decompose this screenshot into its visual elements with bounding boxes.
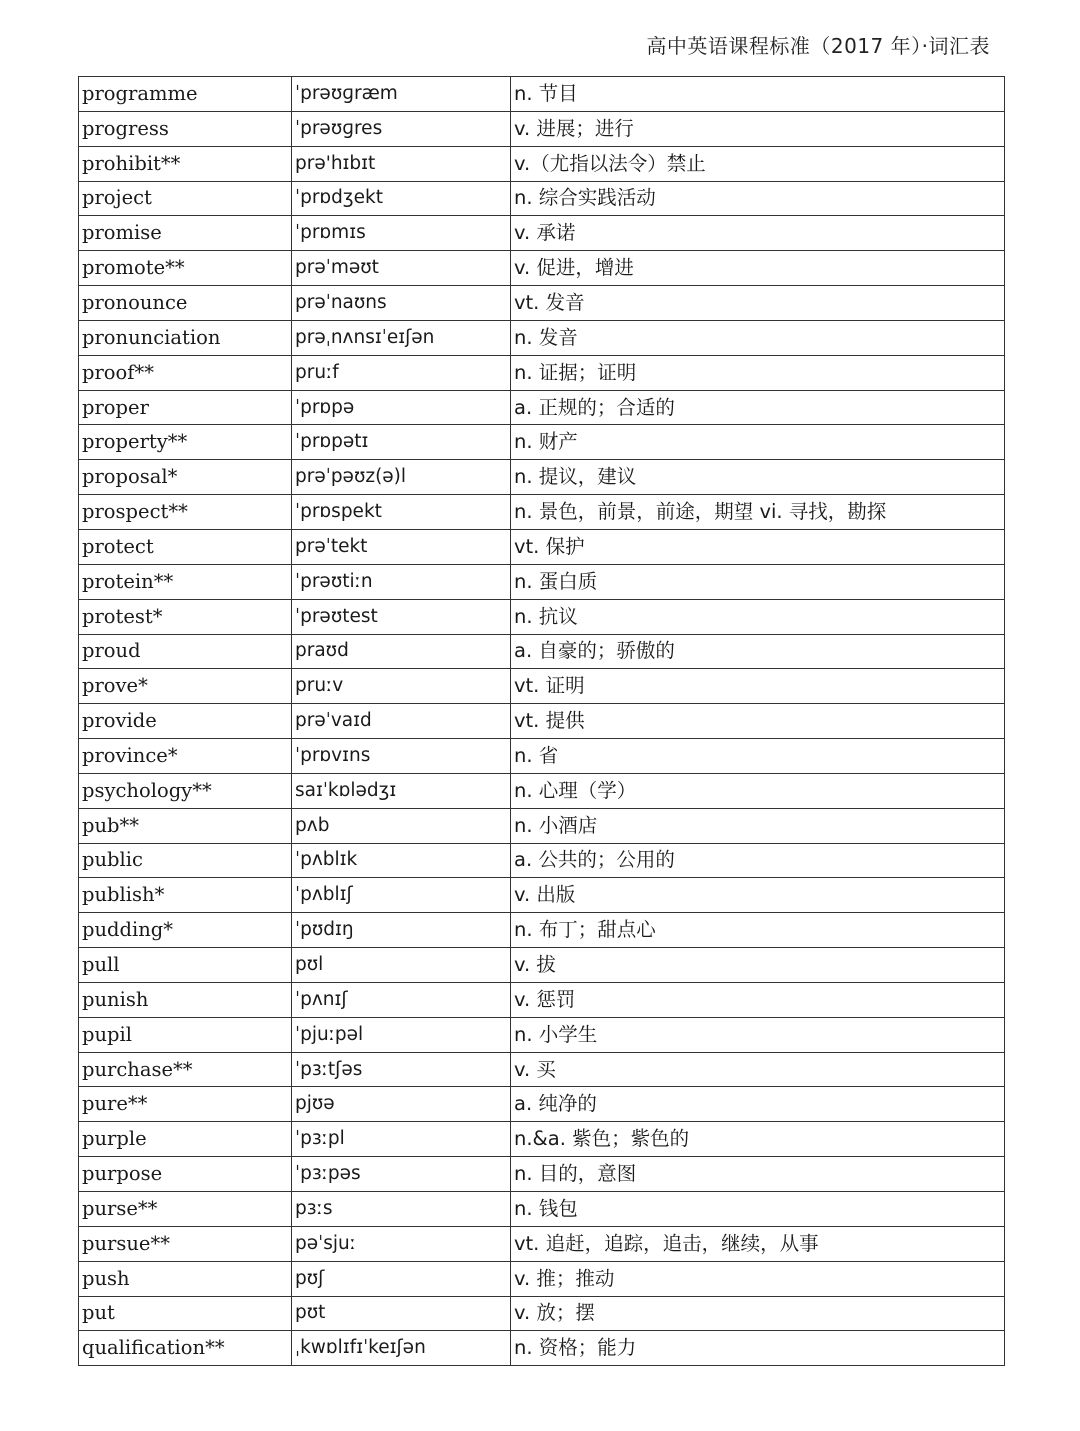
table-row <box>79 1052 1005 1087</box>
definition-cell: n. 提议，建议 <box>511 460 1005 495</box>
word-cell: proper <box>79 390 292 425</box>
phonetic-cell: prəˈtekt <box>292 529 511 564</box>
word-cell: pull <box>79 948 292 983</box>
phonetic-cell: ˈprəʊtiːn <box>292 564 511 599</box>
phonetic-cell: prəˈvaɪd <box>292 704 511 739</box>
word-cell: qualification** <box>79 1331 292 1366</box>
definition-cell: v. 出版 <box>511 878 1005 913</box>
definition-cell: v. 拔 <box>511 948 1005 983</box>
definition-cell: n. 财产 <box>511 425 1005 460</box>
definition-cell: v.（尤指以法令）禁止 <box>511 146 1005 181</box>
table-row <box>79 286 1005 321</box>
word-cell: promote** <box>79 251 292 286</box>
table-row <box>79 1296 1005 1331</box>
vocabulary-table-body <box>79 77 1005 1366</box>
word-cell: pure** <box>79 1087 292 1122</box>
definition-cell: a. 正规的；合适的 <box>511 390 1005 425</box>
table-row <box>79 355 1005 390</box>
definition-cell: n. 综合实践活动 <box>511 181 1005 216</box>
definition-cell: v. 买 <box>511 1052 1005 1087</box>
table-row <box>79 1122 1005 1157</box>
word-cell: protect <box>79 529 292 564</box>
word-cell: province* <box>79 739 292 774</box>
table-row <box>79 878 1005 913</box>
phonetic-cell: praʊd <box>292 634 511 669</box>
definition-cell: n. 钱包 <box>511 1192 1005 1227</box>
word-cell: publish* <box>79 878 292 913</box>
word-cell: put <box>79 1296 292 1331</box>
word-cell: prospect** <box>79 495 292 530</box>
definition-cell: n. 小酒店 <box>511 808 1005 843</box>
phonetic-cell: ˈpʌblɪk <box>292 843 511 878</box>
definition-cell: v. 放；摆 <box>511 1296 1005 1331</box>
table-row <box>79 320 1005 355</box>
definition-cell: n. 景色，前景，前途，期望 vi. 寻找，勘探 <box>511 495 1005 530</box>
phonetic-cell: pʊt <box>292 1296 511 1331</box>
word-cell: proud <box>79 634 292 669</box>
definition-cell: v. 促进，增进 <box>511 251 1005 286</box>
table-row <box>79 843 1005 878</box>
phonetic-cell: ˈpɜːpl <box>292 1122 511 1157</box>
word-cell: pronounce <box>79 286 292 321</box>
table-row <box>79 111 1005 146</box>
word-cell: punish <box>79 982 292 1017</box>
table-row <box>79 1017 1005 1052</box>
word-cell: pupil <box>79 1017 292 1052</box>
table-row <box>79 216 1005 251</box>
word-cell: pudding* <box>79 913 292 948</box>
table-row <box>79 1087 1005 1122</box>
definition-cell: n. 证据；证明 <box>511 355 1005 390</box>
phonetic-cell: ˈprɒdʒekt <box>292 181 511 216</box>
table-row <box>79 77 1005 112</box>
word-cell: purse** <box>79 1192 292 1227</box>
phonetic-cell: ˈprɒvɪns <box>292 739 511 774</box>
table-row <box>79 460 1005 495</box>
phonetic-cell: ˈpjuːpəl <box>292 1017 511 1052</box>
table-row <box>79 1226 1005 1261</box>
definition-cell: vt. 追赶，追踪，追击，继续，从事 <box>511 1226 1005 1261</box>
phonetic-cell: ˈprɒspekt <box>292 495 511 530</box>
table-row <box>79 599 1005 634</box>
table-row <box>79 948 1005 983</box>
table-row <box>79 564 1005 599</box>
table-row <box>79 251 1005 286</box>
definition-cell: n. 发音 <box>511 320 1005 355</box>
phonetic-cell: prə'hɪbɪt <box>292 146 511 181</box>
definition-cell: n. 小学生 <box>511 1017 1005 1052</box>
definition-cell: a. 公共的；公用的 <box>511 843 1005 878</box>
definition-cell: n. 省 <box>511 739 1005 774</box>
table-row <box>79 425 1005 460</box>
word-cell: prohibit** <box>79 146 292 181</box>
page-header-title: 高中英语课程标准（2017 年）·词汇表 <box>646 34 990 58</box>
table-row <box>79 704 1005 739</box>
phonetic-cell: ˈpɜːpəs <box>292 1157 511 1192</box>
word-cell: progress <box>79 111 292 146</box>
word-cell: pub** <box>79 808 292 843</box>
word-cell: promise <box>79 216 292 251</box>
definition-cell: n. 资格；能力 <box>511 1331 1005 1366</box>
word-cell: protein** <box>79 564 292 599</box>
definition-cell: n. 抗议 <box>511 599 1005 634</box>
definition-cell: n. 布丁；甜点心 <box>511 913 1005 948</box>
phonetic-cell: ˈprɒpətɪ <box>292 425 511 460</box>
table-row <box>79 808 1005 843</box>
phonetic-cell: ˈprɒpə <box>292 390 511 425</box>
phonetic-cell: prəˈpəʊz(ə)l <box>292 460 511 495</box>
vocabulary-table <box>78 76 1005 1366</box>
word-cell: prove* <box>79 669 292 704</box>
table-row <box>79 982 1005 1017</box>
table-row <box>79 773 1005 808</box>
word-cell: psychology** <box>79 773 292 808</box>
phonetic-cell: ˈpʌnɪʃ <box>292 982 511 1017</box>
word-cell: property** <box>79 425 292 460</box>
table-row <box>79 913 1005 948</box>
table-row <box>79 739 1005 774</box>
phonetic-cell: prəˌnʌnsɪˈeɪʃən <box>292 320 511 355</box>
definition-cell: a. 自豪的；骄傲的 <box>511 634 1005 669</box>
table-row <box>79 390 1005 425</box>
phonetic-cell: pʊʃ <box>292 1261 511 1296</box>
phonetic-cell: ˈprɒmɪs <box>292 216 511 251</box>
definition-cell: v. 惩罚 <box>511 982 1005 1017</box>
word-cell: purchase** <box>79 1052 292 1087</box>
word-cell: push <box>79 1261 292 1296</box>
definition-cell: v. 进展；进行 <box>511 111 1005 146</box>
definition-cell: vt. 提供 <box>511 704 1005 739</box>
phonetic-cell: pʌb <box>292 808 511 843</box>
phonetic-cell: pjʊə <box>292 1087 511 1122</box>
phonetic-cell: ˈpʊdɪŋ <box>292 913 511 948</box>
table-row <box>79 146 1005 181</box>
definition-cell: vt. 发音 <box>511 286 1005 321</box>
phonetic-cell: prəˈməʊt <box>292 251 511 286</box>
word-cell: pronunciation <box>79 320 292 355</box>
word-cell: proposal* <box>79 460 292 495</box>
word-cell: pursue** <box>79 1226 292 1261</box>
word-cell: purpose <box>79 1157 292 1192</box>
word-cell: programme <box>79 77 292 112</box>
word-cell: provide <box>79 704 292 739</box>
phonetic-cell: ˈprəʊɡræm <box>292 77 511 112</box>
definition-cell: a. 纯净的 <box>511 1087 1005 1122</box>
word-cell: public <box>79 843 292 878</box>
word-cell: proof** <box>79 355 292 390</box>
definition-cell: n. 目的，意图 <box>511 1157 1005 1192</box>
table-row <box>79 495 1005 530</box>
table-row <box>79 669 1005 704</box>
definition-cell: n. 心理（学） <box>511 773 1005 808</box>
phonetic-cell: saɪˈkɒlədʒɪ <box>292 773 511 808</box>
table-row <box>79 634 1005 669</box>
phonetic-cell: pruːv <box>292 669 511 704</box>
definition-cell: v. 承诺 <box>511 216 1005 251</box>
definition-cell: n. 蛋白质 <box>511 564 1005 599</box>
definition-cell: vt. 证明 <box>511 669 1005 704</box>
phonetic-cell: pʊl <box>292 948 511 983</box>
phonetic-cell: ˈprəʊɡres <box>292 111 511 146</box>
table-row <box>79 1261 1005 1296</box>
definition-cell: n.&a. 紫色；紫色的 <box>511 1122 1005 1157</box>
phonetic-cell: ˌkwɒlɪfɪˈkeɪʃən <box>292 1331 511 1366</box>
table-row <box>79 1157 1005 1192</box>
table-row <box>79 1192 1005 1227</box>
table-row <box>79 181 1005 216</box>
phonetic-cell: pəˈsjuː <box>292 1226 511 1261</box>
table-row <box>79 1331 1005 1366</box>
table-row <box>79 529 1005 564</box>
word-cell: purple <box>79 1122 292 1157</box>
phonetic-cell: pruːf <box>292 355 511 390</box>
definition-cell: vt. 保护 <box>511 529 1005 564</box>
phonetic-cell: ˈprəʊtest <box>292 599 511 634</box>
phonetic-cell: ˈpɜːtʃəs <box>292 1052 511 1087</box>
phonetic-cell: prəˈnaʊns <box>292 286 511 321</box>
phonetic-cell: ˈpʌblɪʃ <box>292 878 511 913</box>
definition-cell: n. 节目 <box>511 77 1005 112</box>
word-cell: protest* <box>79 599 292 634</box>
word-cell: project <box>79 181 292 216</box>
phonetic-cell: pɜːs <box>292 1192 511 1227</box>
definition-cell: v. 推；推动 <box>511 1261 1005 1296</box>
